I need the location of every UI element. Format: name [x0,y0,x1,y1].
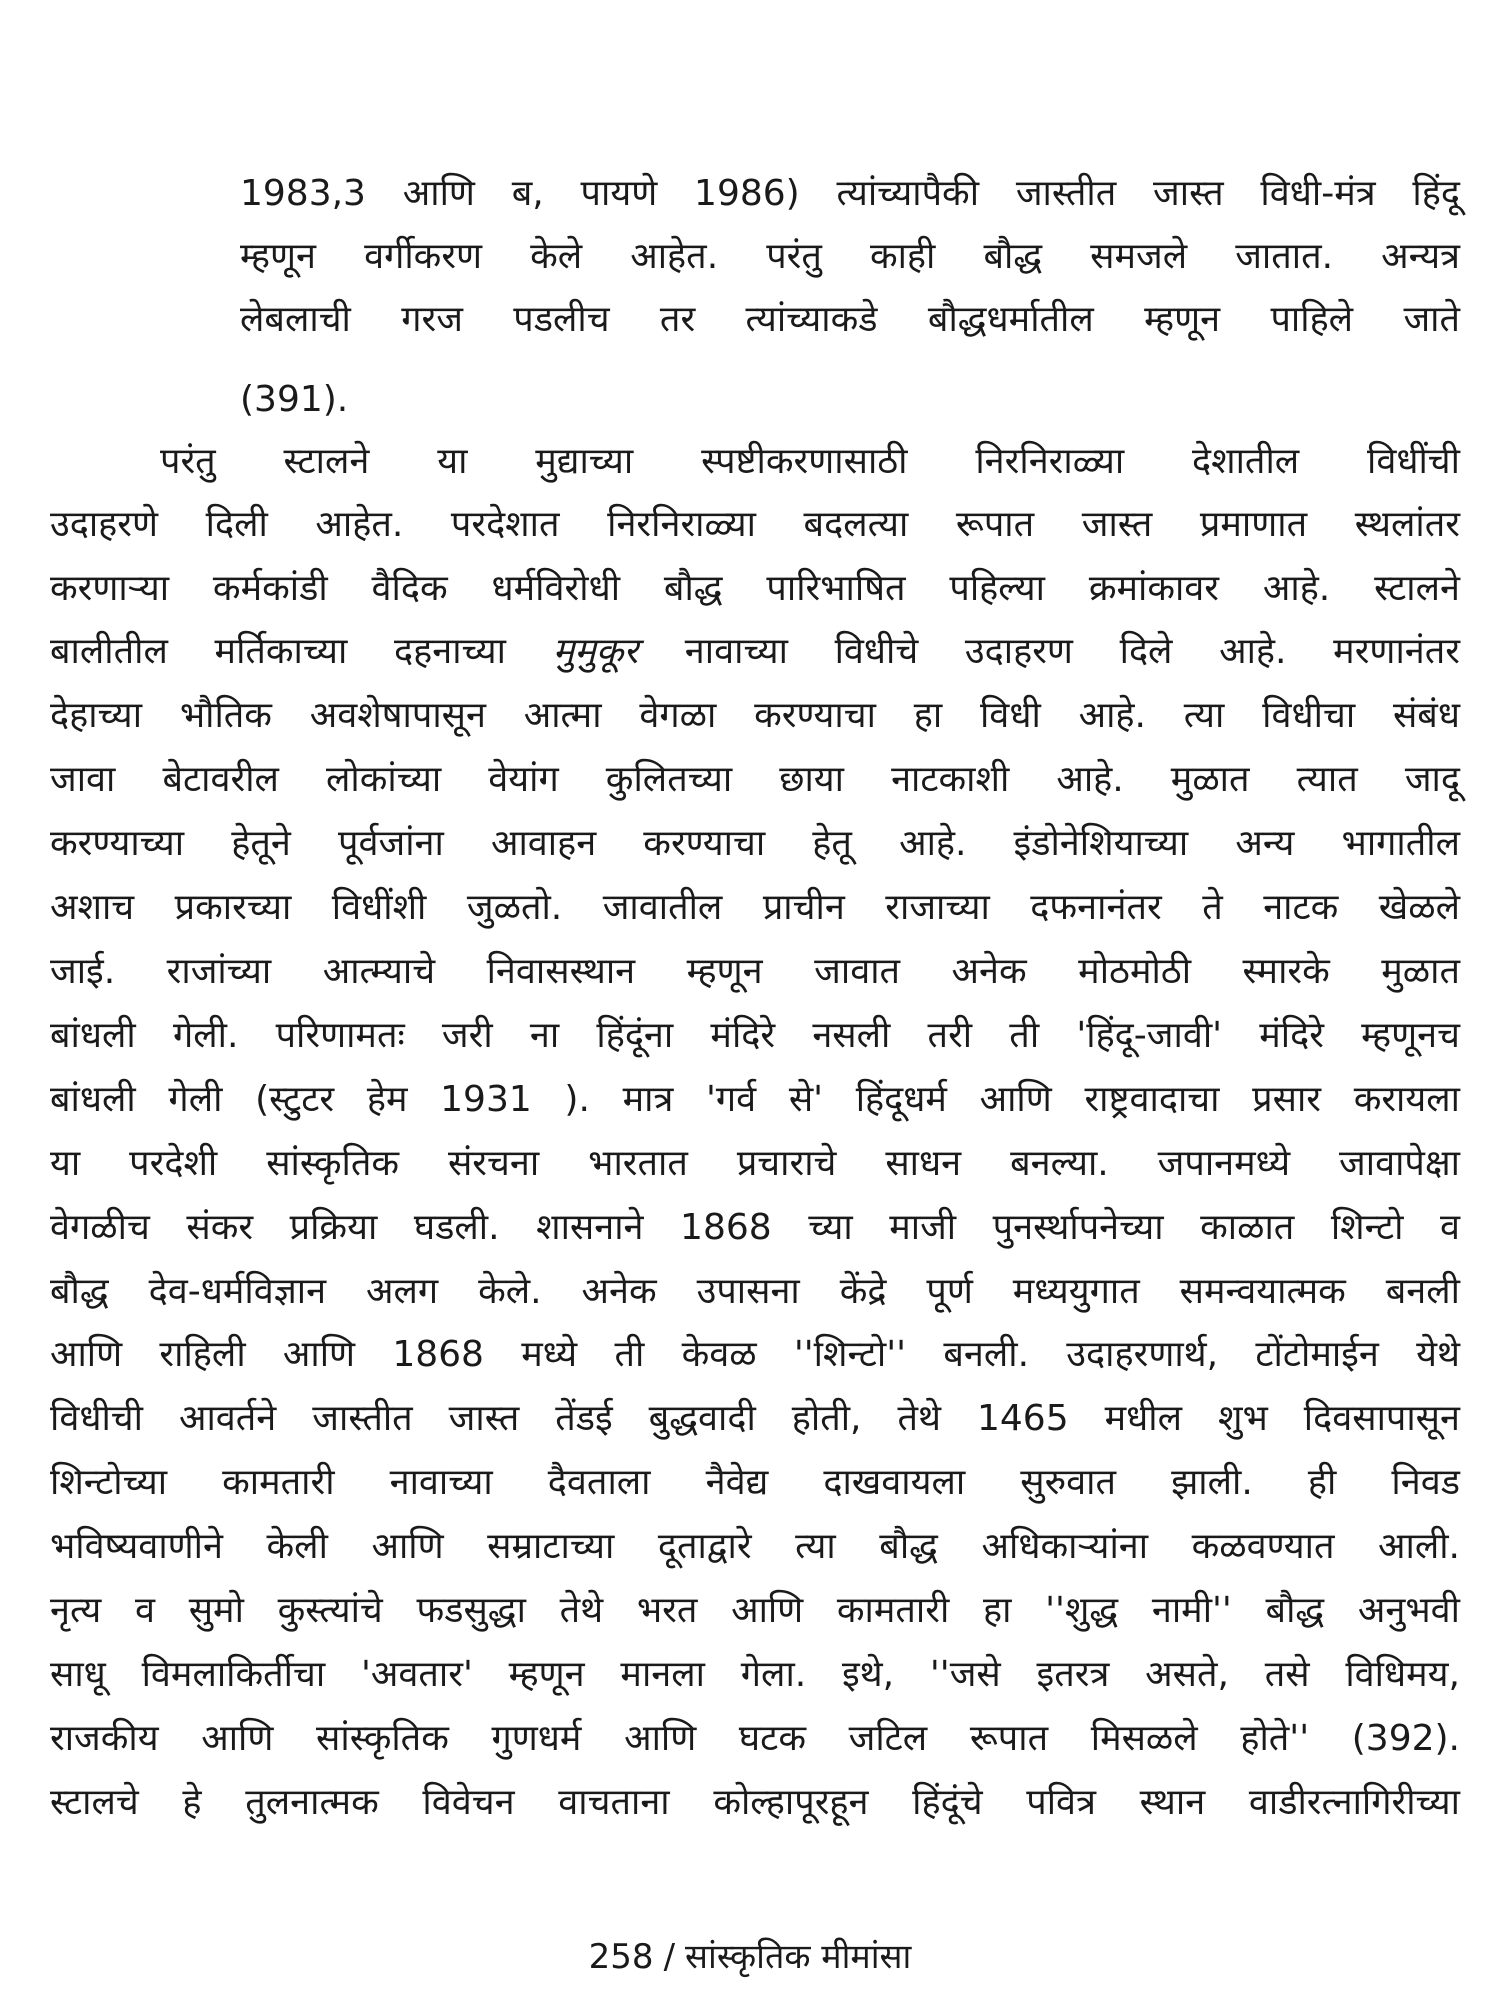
line-text: नावाच्या विधीचे उदाहरण दिले आहे. मरणानंतर [638,631,1460,672]
paragraph-line: बांधली गेली (स्टुटर हेम 1931 ). मात्र 'गर्व से' हिंदूधर्म आणि राष्ट्रवादाचा प्रसार करायला [50,1079,1460,1120]
quote-line: म्हणून वर्गीकरण केले आहेत. परंतु काही बौद्ध समजले जातात. अन्यत्र [240,236,1460,277]
paragraph-line: राजकीय आणि सांस्कृतिक गुणधर्म आणि घटक जटिल रूपात मिसळले होते'' (392). [50,1718,1460,1759]
paragraph-line: बौद्ध देव-धर्मविज्ञान अलग केले. अनेक उपासना केंद्रे पूर्ण मध्ययुगात समन्वयात्मक बनली [50,1271,1460,1312]
paragraph-line: देहाच्या भौतिक अवशेषापासून आत्मा वेगळा करण्याचा हा विधी आहे. त्या विधीचा संबंध [50,695,1460,736]
paragraph-line: वेगळीच संकर प्रक्रिया घडली. शासनाने 1868 च्या माजी पुनर्स्थापनेच्या काळात शिन्टो व [50,1207,1460,1248]
paragraph-line: बांधली गेली. परिणामतः जरी ना हिंदूंना मंदिरे नसली तरी ती 'हिंदू-जावी' मंदिरे म्हणूनच [50,1015,1460,1056]
quote-line: लेबलाची गरज पडलीच तर त्यांच्याकडे बौद्धधर्मातील म्हणून पाहिले जाते [240,299,1460,340]
paragraph-line: करणाऱ्या कर्मकांडी वैदिक धर्मविरोधी बौद्ध पारिभाषित पहिल्या क्रमांकावर आहे. स्टालने [50,568,1460,609]
paragraph-line: विधीची आवर्तने जास्तीत जास्त तेंडई बुद्धवादी होती, तेथे 1465 मधील शुभ दिवसापासून [50,1398,1460,1439]
footer-separator: / [663,1937,676,1977]
page-number: 258 [588,1937,654,1977]
paragraph-line: या परदेशी सांस्कृतिक संरचना भारतात प्रचाराचे साधन बनल्या. जपानमध्ये जावापेक्षा [50,1143,1460,1184]
paragraph-line: परंतु स्टालने या मुद्याच्या स्पष्टीकरणासाठी निरनिराळ्या देशातील विधींची [160,441,1460,482]
paragraph-line: जाई. राजांच्या आत्म्याचे निवासस्थान म्हणून जावात अनेक मोठमोठी स्मारके मुळात [50,951,1460,992]
paragraph-line [50,630,1460,674]
quote-line: (391). [240,379,349,420]
paragraph-line: आणि राहिली आणि 1868 मध्ये ती केवळ ''शिन्टो'' बनली. उदाहरणार्थ, टोंटोमाईन येथे [50,1334,1460,1375]
paragraph-line: स्टालचे हे तुलनात्मक विवेचन वाचताना कोल्हापूरहून हिंदूंचे पवित्र स्थान वाडीरत्नागिरीच्या [50,1782,1460,1823]
paragraph-line: साधू विमलाकिर्तीचा 'अवतार' म्हणून मानला गेला. इथे, ''जसे इतरत्र असते, तसे विधिमय, [50,1654,1460,1695]
paragraph-line: भविष्यवाणीने केली आणि सम्राटाच्या दूताद्वारे त्या बौद्ध अधिकाऱ्यांना कळवण्यात आली. [50,1526,1460,1567]
page-footer [0,1935,1500,1979]
paragraph-line: अशाच प्रकारच्या विधींशी जुळतो. जावातील प्राचीन राजाच्या दफनानंतर ते नाटक खेळले [50,887,1460,928]
italic-term: मुमुकूर [552,631,639,672]
paragraph-line: करण्याच्या हेतूने पूर्वजांना आवाहन करण्याचा हेतू आहे. इंडोनेशियाच्या अन्य भागातील [50,823,1460,864]
paragraph-line: जावा बेटावरील लोकांच्या वेयांग कुलितच्या छाया नाटकाशी आहे. मुळात त्यात जादू [50,759,1460,800]
paragraph-line: शिन्टोच्या कामतारी नावाच्या दैवताला नैवेद्य दाखवायला सुरुवात झाली. ही निवड [50,1462,1460,1503]
line-text: बालीतील मर्तिकाच्या दहनाच्या [50,631,553,672]
quote-line: 1983,3 आणि ब, पायणे 1986) त्यांच्यापैकी जास्तीत जास्त विधी-मंत्र हिंदू [240,173,1460,214]
paragraph-line: उदाहरणे दिली आहेत. परदेशात निरनिराळ्या बदलत्या रूपात जास्त प्रमाणात स्थलांतर [50,504,1460,545]
book-title: सांस्कृतिक मीमांसा [685,1937,912,1977]
paragraph-line: नृत्य व सुमो कुस्त्यांचे फडसुद्धा तेथे भरत आणि कामतारी हा ''शुद्ध नामी'' बौद्ध अनुभवी [50,1590,1460,1631]
